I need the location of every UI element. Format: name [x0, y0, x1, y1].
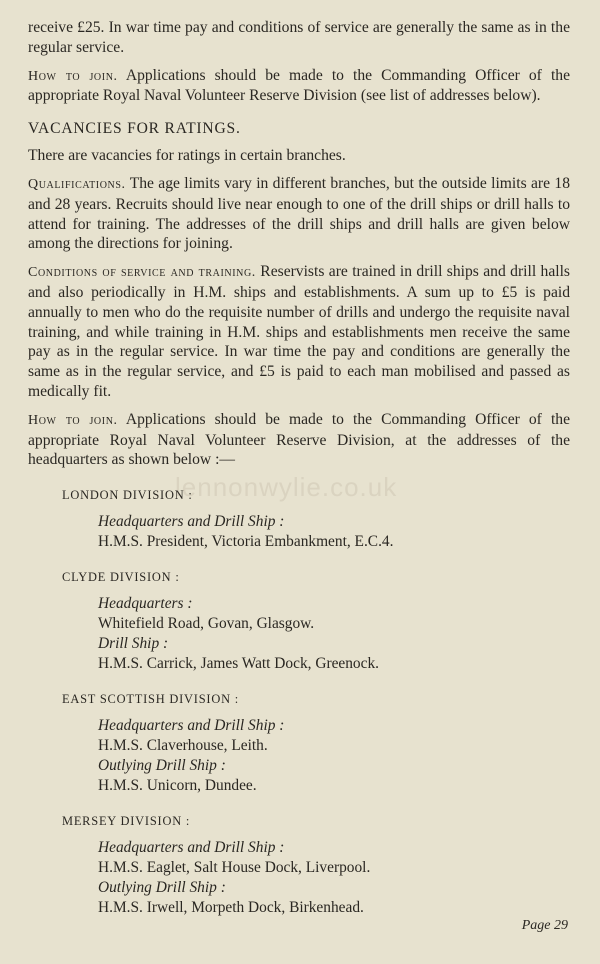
division-name: CLYDE DIVISION :: [62, 570, 180, 585]
hq-label: Headquarters :: [98, 595, 193, 613]
paragraph-how-to-join-ratings: [28, 410, 570, 470]
division-name: LONDON DIVISION :: [62, 488, 193, 503]
division-mersey: [28, 814, 570, 918]
division-name: EAST SCOTTISH DIVISION :: [62, 692, 239, 707]
paragraph-heading: Conditions of service and training.: [28, 265, 256, 281]
paragraph-text: receive £25. In war time pay and conditions of service are generally the same as in the regular service.: [28, 19, 570, 56]
document-page: [28, 18, 570, 918]
ship-address: H.M.S. Irwell, Morpeth Dock, Birkenhead.: [98, 899, 364, 917]
hq-address: H.M.S. Eaglet, Salt House Dock, Liverpool.: [98, 859, 371, 877]
hq-label: Headquarters and Drill Ship :: [98, 839, 285, 857]
paragraph-heading: How to join.: [28, 412, 118, 428]
paragraph-text: The age limits vary in different branches, but the outside limits are 18 and 28 years. Recruits should live near enough to one of the drill ships or drill halls to attend for training. The addresses of the drill ships and drill halls are given below among the directions for joining.: [28, 174, 570, 253]
paragraph-text: Applications should be made to the Commanding Officer of the appropriate Royal Naval Volunteer Reserve Division, at the addresses of the headquarters as shown below :—: [28, 410, 570, 469]
page-number: Page 29: [521, 918, 568, 933]
division-name: MERSEY DIVISION :: [62, 814, 191, 829]
ship-address: H.M.S. Carrick, James Watt Dock, Greenock.: [98, 655, 379, 673]
paragraph-pay: [28, 18, 570, 58]
paragraph-how-to-join-officers: [28, 66, 570, 107]
ship-label: Outlying Drill Ship :: [98, 879, 226, 897]
paragraph-qualifications: [28, 174, 570, 254]
division-clyde: [28, 570, 570, 674]
division-east-scottish: [28, 692, 570, 796]
ship-label: Outlying Drill Ship :: [98, 757, 226, 775]
paragraph-vacancies: [28, 146, 570, 166]
paragraph-text: Applications should be made to the Commanding Officer of the appropriate Royal Naval Volunteer Reserve Division (see list of addresses below).: [28, 66, 570, 105]
hq-address: Whitefield Road, Govan, Glasgow.: [98, 615, 315, 633]
hq-label: Headquarters and Drill Ship :: [98, 513, 285, 531]
ship-address: H.M.S. Unicorn, Dundee.: [98, 777, 257, 795]
paragraph-heading: How to join.: [28, 68, 118, 84]
ship-label: Drill Ship :: [98, 635, 169, 653]
hq-address: H.M.S. Claverhouse, Leith.: [98, 737, 268, 755]
paragraph-text: Reservists are trained in drill ships and drill halls and also periodically in H.M. ships and establishments. A sum up to £5 is paid annually to men who do the requisite number of drills and undergo the requisite naval training, and while training in H.M. ships and establishments men receive the same pay as in the regular service. In war time the pay and conditions are generally the same as in the regular service, and £5 is paid to each man mobilised and passed as medically fit.: [28, 263, 571, 400]
hq-label: Headquarters and Drill Ship :: [98, 717, 285, 735]
hq-address: H.M.S. President, Victoria Embankment, E.C.4.: [98, 533, 394, 551]
section-title: VACANCIES FOR RATINGS.: [28, 120, 241, 138]
watermark: lennonwylie.co.uk: [175, 472, 398, 502]
paragraph-heading: Qualifications.: [28, 176, 126, 192]
paragraph-text: There are vacancies for ratings in certain branches.: [28, 147, 346, 165]
paragraph-conditions: [28, 262, 570, 402]
